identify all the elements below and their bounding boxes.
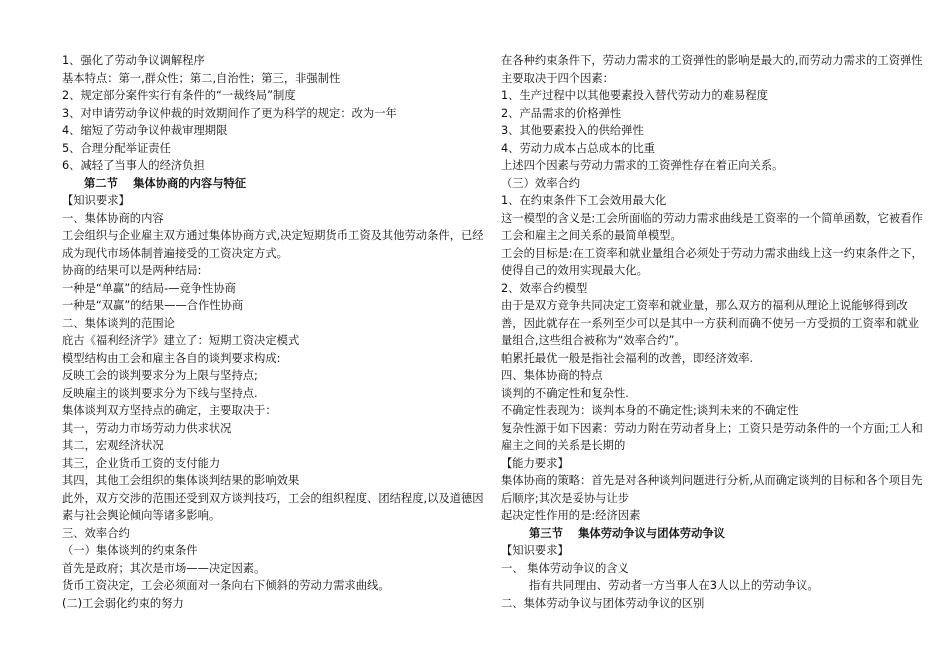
text-line: 一、 集体劳动争议的含义 (501, 561, 629, 575)
text-line: 协商的结果可以是两种结局: (62, 264, 202, 277)
text-line: 其二，宏观经济状况 (62, 439, 164, 452)
left-column (62, 52, 492, 612)
text-line: 货币工资决定，工会必须面对一条向右下倾斜的劳动力需求曲线。 (62, 579, 390, 592)
text-line: 其一，劳动力市场劳动力供求状况 (62, 421, 232, 435)
text-line: 首先是政府；其次是市场——决定因素。 (62, 561, 266, 575)
text-line: 【知识要求】 (62, 194, 130, 207)
text-line: 【能力要求】 (501, 456, 569, 470)
text-line: 此外，双方交涉的范围还受到双方谈判技巧，工会的组织程度、团结程度,以及道德因素与社会舆论倾向等诸多影响。 (62, 491, 484, 522)
text-line: 一种是“单赢”的结局-—竞争性协商 (62, 281, 236, 295)
text-line: 基本特点：第一,群众性；第二,自治性；第三，非强制性 (62, 71, 341, 85)
text-line: 3、对申请劳动争议仲裁的时效期间作了更为科学的规定：改为一年 (62, 106, 397, 120)
text-line: 2、产品需求的价格弹性 (501, 106, 622, 120)
text-line: （三）效率合约 (501, 176, 581, 190)
text-line: 复杂性源于如下因素：劳动力附在劳动者身上；工资只是劳动条件的一个方面;工人和雇主之间的关系是长期的 (501, 421, 923, 452)
text-line: 其四，其他工会组织的集体谈判结果的影响效果 (62, 474, 300, 487)
text-line: 由于是双方竞争共同决定工资率和就业量，那么双方的福利从理论上说能够得到改善，因此就存在一系列至少可以是其中一方获利而确不使另一方受损的工资率和就业量组合,这些组合被称为“效率合约”。 (501, 299, 919, 347)
text-line: 工会组织与企业雇主双方通过集体协商方式,决定短期货币工资及其他劳动条件，已经成为现代市场体制普遍接受的工资决定方式。 (62, 229, 484, 260)
text-line: 一种是“双赢”的结果——合作性协商 (62, 299, 244, 312)
text-line: (二)工会弱化约束的努力 (62, 596, 184, 610)
text-line: 反映雇主的谈判要求分为下线与坚持点. (62, 386, 258, 400)
text-line: 起决定性作用的是:经济因素 (501, 509, 641, 522)
text-line: 三、效率合约 (62, 526, 130, 540)
text-line: 二、集体谈判的范围论 (62, 316, 175, 330)
text-line: 谈判的不确定性和复杂性. (501, 386, 629, 400)
text-line: （一）集体谈判的约束条件 (62, 544, 198, 557)
section-heading: 第二节 集体协商的内容与特征 (84, 176, 247, 190)
text-line: 集体协商的策略：首先是对各种谈判问题进行分析,从而确定谈判的目标和各个项目先后顺序;其次是妥协与让步 (501, 474, 923, 505)
text-line: 二、集体劳动争议与团体劳动争议的区别 (501, 596, 705, 610)
text-line: 【知识要求】 (501, 544, 569, 557)
text-line: 4、劳动力成本占总成本的比重 (501, 141, 656, 155)
text-line: 1、生产过程中以其他要素投入替代劳动力的难易程度 (501, 89, 769, 102)
text-line: 3、其他要素投入的供给弹性 (501, 124, 644, 137)
text-line: 不确定性表现为：谈判本身的不确定性;谈判未来的不确定性 (501, 404, 799, 417)
text-line: 工会的目标是:在工资率和就业量组合必须处于劳动力需求曲线上这一约束条件之下，使得自己的效用实现最大化。 (501, 246, 923, 277)
text-line: 1、在约束条件下工会效用最大化 (501, 194, 667, 207)
text-line: 帕累托最优一般是指社会福利的改善，即经济效率. (501, 351, 754, 365)
section-heading: 第三节 集体劳动争议与团体劳动争议 (529, 526, 725, 540)
text-line: 庇古《福利经济学》建立了：短期工资决定模式 (62, 334, 300, 347)
text-line: 指有共同理由、劳动者一方当事人在3人以上的劳动争议。 (529, 579, 819, 592)
text-line: 模型结构由工会和雇主各自的谈判要求构成: (62, 351, 281, 365)
text-line: 1、强化了劳动争议调解程序 (62, 54, 205, 67)
text-line: 四、集体协商的特点 (501, 369, 603, 382)
text-line: 5、合理分配举证责任 (62, 141, 171, 155)
text-line: 4、缩短了劳动争议仲裁审理期限 (62, 124, 228, 137)
right-column (501, 52, 926, 612)
text-line: 一、集体协商的内容 (62, 211, 164, 225)
text-line: 其三，企业货币工资的支付能力 (62, 456, 221, 470)
text-line: 反映工会的谈判要求分为上限与坚持点; (62, 369, 258, 382)
text-line: 2、效率合约模型 (501, 281, 588, 295)
text-line: 上述四个因素与劳动力需求的工资弹性存在着正向关系。 (501, 159, 784, 172)
text-line: 这一模型的含义是:工会所面临的劳动力需求曲线是工资率的一个简单函数，它被看作工会和雇主之间关系的最简单模型。 (501, 211, 923, 242)
text-line: 2、规定部分案件实行有条件的“一裁终局”制度 (62, 89, 296, 102)
text-line: 6、减轻了当事人的经济负担 (62, 159, 205, 172)
text-line: 集体谈判双方坚持点的确定，主要取决于： (62, 404, 277, 417)
text-line: 在各种约束条件下，劳动力需求的工资弹性的影响是最大的,而劳动力需求的工资弹性主要取决于四个因素： (501, 54, 923, 85)
